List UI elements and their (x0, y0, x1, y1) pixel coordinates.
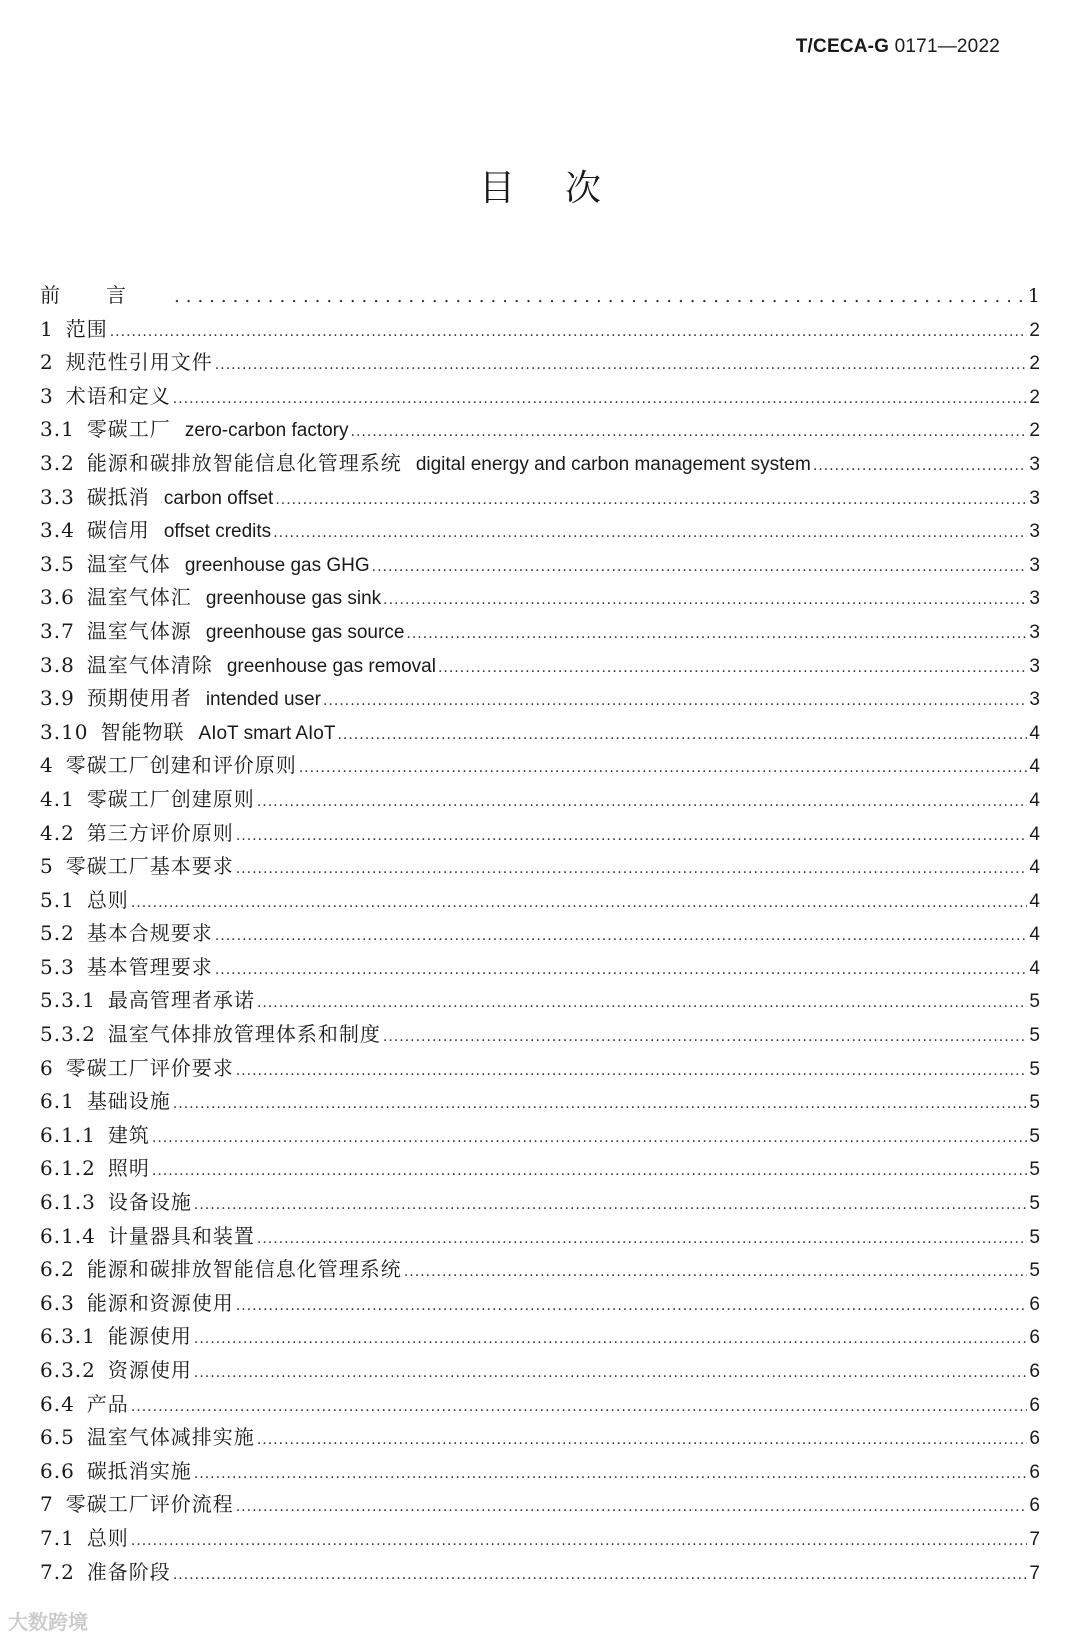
toc-entry-number: 6.6 (40, 1458, 75, 1483)
toc-entry-number: 5.2 (40, 921, 75, 946)
toc-entry-number: 6.3.1 (40, 1324, 96, 1349)
toc-entry-title: 零碳工厂 (86, 417, 171, 442)
toc-entry[interactable] (40, 1287, 1040, 1321)
toc-entry-page: 4 (1029, 957, 1040, 979)
toc-entry-title: 智能物联 (100, 719, 185, 744)
toc-entry-number: 6.1.4 (40, 1223, 96, 1248)
toc-entry-number: 7 (40, 1492, 54, 1517)
toc-leader-dots (194, 1365, 1028, 1381)
toc-entry-number: 3.4 (40, 518, 75, 543)
toc-entry-page: 3 (1029, 588, 1040, 610)
toc-entry-page: 5 (1029, 991, 1040, 1013)
toc-leader-dots (236, 1499, 1028, 1515)
toc-entry[interactable] (40, 313, 1040, 347)
toc-entry-english-title: greenhouse gas sink (205, 588, 382, 610)
toc-entry-number: 6.5 (40, 1425, 75, 1450)
toc-leader-dots (236, 861, 1028, 877)
toc-entry-number: 7.1 (40, 1525, 75, 1550)
toc-entry-english-title: intended user (205, 689, 321, 711)
toc-leader-dots (372, 559, 1028, 575)
toc-entry[interactable] (40, 1253, 1040, 1287)
toc-entry-number: 3.5 (40, 551, 75, 576)
toc-entry[interactable] (40, 380, 1040, 414)
toc-entry-number: 5.3.2 (40, 1022, 96, 1047)
toc-entry-number: 4 (40, 753, 54, 778)
toc-entry-page: 4 (1029, 924, 1040, 946)
toc-entry-number: 6.4 (40, 1391, 75, 1416)
toc-entry-number: 1 (40, 316, 54, 341)
toc-leader-dots (152, 1163, 1028, 1179)
toc-entry[interactable] (40, 1186, 1040, 1220)
toc-entry[interactable] (40, 1388, 1040, 1422)
toc-leader-dots (383, 1029, 1028, 1045)
toc-entry-number: 7.2 (40, 1559, 75, 1584)
toc-leader-dots (174, 286, 1026, 307)
toc-entry[interactable] (40, 1455, 1040, 1489)
toc-entry-page: 6 (1029, 1361, 1040, 1382)
toc-entry-number: 6.3 (40, 1290, 75, 1315)
toc-entry[interactable] (40, 1354, 1040, 1388)
toc-entry-title: 产品 (86, 1391, 129, 1416)
toc-entry[interactable] (40, 984, 1040, 1018)
watermark-logo: 大数跨境 (8, 1612, 88, 1634)
toc-entry-number: 6.3.2 (40, 1358, 96, 1382)
toc-entry-title: 碳抵消 (86, 484, 150, 509)
toc-entry[interactable] (40, 1119, 1040, 1153)
toc-entry-title: 零碳工厂创建和评价原则 (65, 753, 297, 778)
toc-entry-title: 温室气体排放管理体系和制度 (107, 1022, 381, 1047)
toc-entry[interactable] (40, 413, 1040, 447)
toc-entry-title: 零碳工厂评价要求 (65, 1055, 234, 1080)
toc-entry-page: 3 (1029, 453, 1040, 475)
toc-entry-number: 6.1.2 (40, 1156, 96, 1181)
toc-entry-page: 4 (1029, 722, 1040, 744)
toc-entry-title: 预期使用者 (86, 686, 192, 711)
document-code (796, 36, 1000, 58)
toc-leader-dots (406, 626, 1027, 642)
toc-entry[interactable] (40, 447, 1040, 481)
toc-entry-title: 设备设施 (107, 1190, 192, 1215)
toc-leader-dots (131, 1399, 1028, 1415)
toc-entry-page: 3 (1029, 689, 1040, 711)
toc-entry-page: 3 (1029, 487, 1040, 509)
toc-entry[interactable] (40, 817, 1040, 851)
toc-entry-number: 3.10 (40, 719, 89, 744)
toc-entry-number: 3.7 (40, 618, 75, 643)
toc-entry[interactable] (40, 514, 1040, 548)
toc-entry[interactable] (40, 1421, 1040, 1455)
toc-entry-page: 3 (1029, 621, 1040, 643)
toc-entry[interactable] (40, 581, 1040, 615)
toc-leader-dots (215, 928, 1028, 944)
toc-entry-page: 5 (1029, 1092, 1040, 1114)
toc-entry[interactable] (40, 749, 1040, 783)
toc-entry-title: 零碳工厂创建原则 (86, 786, 255, 811)
toc-leader-dots (236, 1063, 1028, 1079)
toc-entry-title: 总则 (86, 887, 129, 912)
toc-entry-title: 基本合规要求 (86, 921, 213, 946)
toc-entry[interactable] (40, 1018, 1040, 1052)
toc-leader-dots (173, 391, 1028, 407)
toc-entry-title: 零碳工厂评价流程 (65, 1492, 234, 1517)
toc-leader-dots (351, 424, 1028, 440)
toc-leader-dots (438, 660, 1027, 676)
toc-entry-page: 6 (1029, 1428, 1040, 1450)
toc-entry[interactable] (40, 951, 1040, 985)
toc-entry[interactable] (40, 1488, 1040, 1522)
toc-entry-page: 5 (1029, 1226, 1040, 1248)
toc-entry-title: 术语和定义 (65, 383, 171, 408)
toc-entry-english-title: greenhouse gas source (205, 621, 405, 643)
toc-entry-title: 碳信用 (86, 518, 150, 543)
toc-leader-dots (215, 357, 1028, 373)
toc-entry-number: 3.8 (40, 652, 75, 677)
toc-entry-number: 5 (40, 854, 54, 879)
toc-entry-number: 3.6 (40, 585, 75, 610)
toc-entry-page: 5 (1029, 1260, 1040, 1282)
toc-entry[interactable] (40, 1085, 1040, 1119)
toc-leader-dots (299, 760, 1028, 776)
toc-entry[interactable] (40, 850, 1040, 884)
toc-entry-title: 计量器具和装置 (107, 1223, 255, 1248)
page-title: 目次 (478, 168, 651, 209)
toc-leader-dots (194, 1197, 1028, 1213)
toc-entry-number: 5.1 (40, 887, 75, 912)
toc-leader-dots (152, 1130, 1028, 1146)
toc-leader-dots (131, 1533, 1028, 1549)
toc-entry[interactable] (40, 884, 1040, 918)
toc-entry-title: 基础设施 (86, 1089, 171, 1114)
toc-entry[interactable] (40, 1052, 1040, 1086)
toc-entry-page: 3 (1029, 655, 1040, 677)
toc-entry-number: 4.1 (40, 786, 75, 811)
toc-leader-dots (257, 995, 1028, 1011)
toc-entry-english-title: AIoT smart AIoT (198, 722, 336, 744)
toc-entry-number: 6.1 (40, 1089, 75, 1114)
toc-entry[interactable] (40, 783, 1040, 817)
toc-entry-title: 总则 (86, 1525, 129, 1550)
toc-leader-dots (257, 794, 1028, 810)
toc-entry-page: 5 (1029, 1025, 1040, 1047)
table-of-contents (40, 279, 1040, 1589)
toc-leader-dots (273, 525, 1027, 541)
toc-entry-page: 1 (1027, 285, 1040, 307)
toc-leader-dots (194, 1331, 1028, 1347)
toc-entry-page: 3 (1029, 554, 1040, 576)
toc-leader-dots (194, 1466, 1028, 1482)
toc-leader-dots (275, 492, 1027, 508)
toc-entry-title: 零碳工厂基本要求 (65, 854, 234, 879)
toc-leader-dots (257, 1432, 1028, 1448)
toc-entry-page: 4 (1029, 857, 1040, 879)
toc-entry-page: 6 (1029, 1327, 1040, 1349)
toc-entry-english-title: zero-carbon factory (184, 420, 349, 442)
toc-entry-number: 6 (40, 1055, 54, 1080)
toc-entry-title: 照明 (107, 1156, 150, 1181)
toc-entry-page: 6 (1029, 1461, 1040, 1483)
toc-entry-page: 4 (1029, 756, 1040, 778)
toc-entry-page: 2 (1029, 319, 1040, 341)
toc-entry-number: 3 (40, 383, 54, 408)
toc-entry-page: 7 (1029, 1528, 1040, 1550)
toc-entry-page: 5 (1029, 1058, 1040, 1080)
toc-entry-number: 3.1 (40, 417, 75, 442)
toc-entry[interactable] (40, 279, 1040, 313)
toc-entry-page: 6 (1029, 1293, 1040, 1315)
toc-entry-english-title: carbon offset (163, 487, 274, 509)
toc-leader-dots (131, 895, 1028, 911)
toc-entry-title: 资源使用 (107, 1358, 192, 1382)
toc-entry-number: 6.2 (40, 1257, 75, 1282)
toc-leader-dots (236, 1298, 1028, 1314)
toc-entry-title: 温室气体清除 (86, 652, 213, 677)
toc-leader-dots (257, 1231, 1028, 1247)
toc-leader-dots (173, 1567, 1028, 1583)
toc-leader-dots (813, 458, 1028, 474)
toc-leader-dots (404, 1264, 1028, 1280)
toc-entry-title: 前言 (40, 283, 172, 307)
toc-entry-english-title: greenhouse gas removal (226, 655, 436, 677)
toc-entry[interactable] (40, 716, 1040, 750)
toc-entry-english-title: greenhouse gas GHG (184, 554, 370, 576)
toc-entry-title: 温室气体源 (86, 618, 192, 643)
toc-entry-page: 2 (1029, 353, 1040, 375)
toc-entry-page: 7 (1029, 1562, 1040, 1584)
toc-entry[interactable] (40, 481, 1040, 515)
toc-entry-page: 6 (1029, 1394, 1040, 1416)
toc-entry-number: 5.3 (40, 954, 75, 979)
toc-entry-page: 4 (1029, 890, 1040, 912)
toc-entry-page: 5 (1029, 1159, 1040, 1181)
toc-leader-dots (236, 828, 1028, 844)
toc-entry-title: 温室气体 (86, 551, 171, 576)
toc-leader-dots (215, 962, 1028, 978)
toc-entry-page: 3 (1029, 521, 1040, 543)
toc-entry-english-title: offset credits (163, 521, 272, 543)
toc-entry-page: 6 (1029, 1495, 1040, 1517)
toc-entry[interactable] (40, 1152, 1040, 1186)
toc-entry[interactable] (40, 1320, 1040, 1354)
toc-entry-title: 温室气体减排实施 (86, 1425, 255, 1450)
toc-entry-title: 能源使用 (107, 1324, 192, 1349)
toc-entry-page: 5 (1029, 1193, 1040, 1215)
toc-entry[interactable] (40, 917, 1040, 951)
toc-entry-title: 能源和碳排放智能信息化管理系统 (86, 1257, 402, 1282)
toc-entry-page: 2 (1029, 420, 1040, 442)
toc-entry-title: 最高管理者承诺 (107, 988, 255, 1013)
toc-entry-number: 3.2 (40, 450, 75, 475)
toc-leader-dots (337, 727, 1027, 743)
toc-entry[interactable] (40, 1522, 1040, 1556)
toc-entry-page: 2 (1029, 386, 1040, 408)
toc-entry[interactable] (40, 1556, 1040, 1590)
toc-entry[interactable] (40, 682, 1040, 716)
toc-entry-page: 4 (1029, 789, 1040, 811)
toc-entry-page: 4 (1029, 823, 1040, 845)
toc-entry-title: 准备阶段 (86, 1559, 171, 1584)
toc-entry-title: 范围 (65, 316, 108, 341)
toc-entry-number: 6.1.3 (40, 1190, 96, 1215)
toc-entry-title: 第三方评价原则 (86, 820, 234, 845)
document-code-rest: 0171—2022 (889, 36, 1000, 57)
toc-entry-title: 能源和资源使用 (86, 1290, 234, 1315)
toc-entry[interactable] (40, 649, 1040, 683)
toc-entry-title: 建筑 (107, 1122, 150, 1147)
document-code-bold: T/CECA-G (795, 36, 890, 57)
toc-leader-dots (323, 693, 1027, 709)
toc-entry[interactable] (40, 346, 1040, 380)
toc-entry-number: 4.2 (40, 820, 75, 845)
toc-entry-title: 能源和碳排放智能信息化管理系统 (86, 450, 402, 475)
toc-entry-number: 5.3.1 (40, 988, 96, 1013)
toc-entry-number: 3.9 (40, 686, 75, 711)
toc-entry-title: 碳抵消实施 (86, 1458, 192, 1483)
toc-entry[interactable] (40, 1220, 1040, 1254)
toc-leader-dots (383, 592, 1027, 608)
toc-entry-title: 温室气体汇 (86, 585, 192, 610)
toc-entry-number: 6.1.1 (40, 1122, 96, 1147)
toc-entry-title: 规范性引用文件 (65, 350, 213, 375)
toc-leader-dots (110, 324, 1028, 340)
toc-entry-english-title: digital energy and carbon management system (415, 453, 811, 475)
toc-leader-dots (173, 1096, 1028, 1112)
toc-entry[interactable] (40, 548, 1040, 582)
toc-entry-page: 5 (1029, 1125, 1040, 1147)
toc-entry-number: 2 (40, 350, 54, 375)
toc-entry-title: 基本管理要求 (86, 954, 213, 979)
toc-entry[interactable] (40, 615, 1040, 649)
toc-entry-number: 3.3 (40, 484, 75, 509)
